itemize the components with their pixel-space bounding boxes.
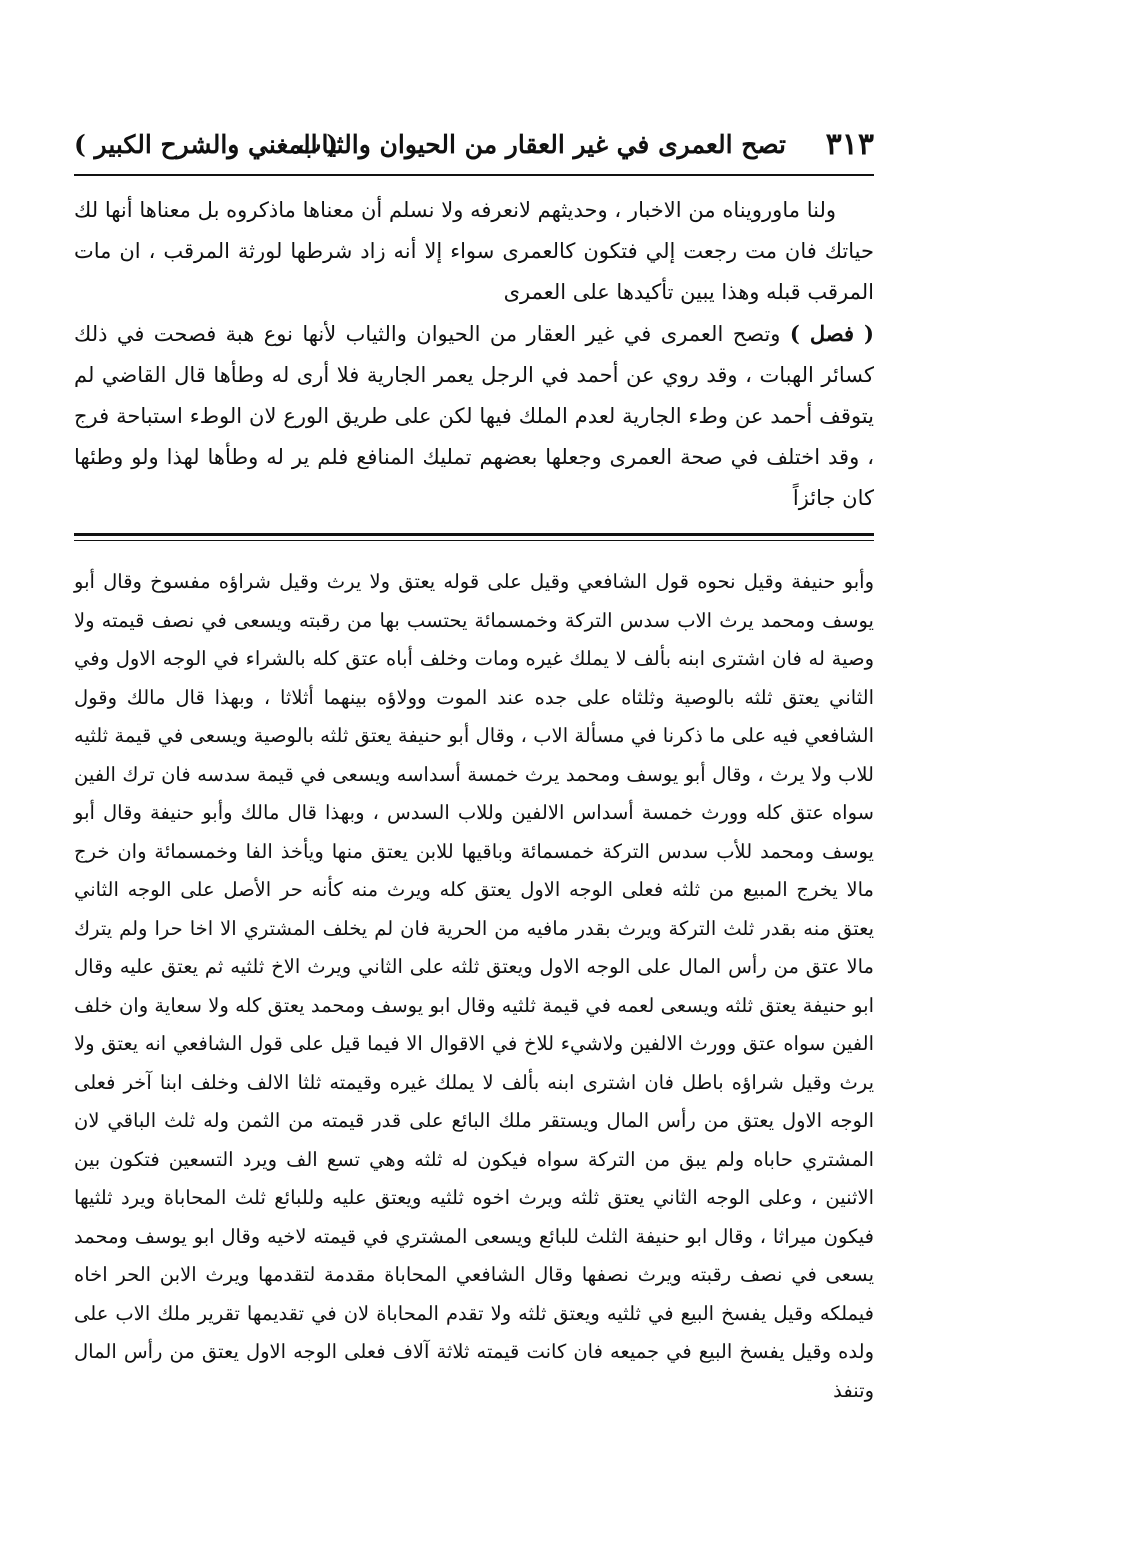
book-title: ( المغني والشرح الكبير ) [74,130,339,159]
main-text [74,190,874,519]
fasl-paragraph [74,313,874,519]
running-head [74,118,874,172]
page-number: ٣١٣ [825,127,874,162]
header-rule [74,174,874,176]
main-paragraph: ولنا ماورويناه من الاخبار ، وحديثهم لانعرفه ولا نسلم أن معناها ماذكروه بل معناها أنها لك حياتك فان مت رجعت إلي فتكون كالعمرى سواء إلا أنه زاد شرطها لورثة المرقب ، ان مات المرقب قبله وهذا يبين تأكيدها على العمرى [74,198,874,304]
section-title: تصح العمرى في غير العقار من الحيوان والثياب [297,130,786,159]
book-page [74,118,874,1410]
fasl-text: وتصح العمرى في غير العقار من الحيوان والثياب لأنها نوع هبة فصحت في ذلك كسائر الهبات ، وقد روي عن أحمد في الرجل يعمر الجارية فلا أرى له وطأها قال القاضي لم يتوقف أحمد عن وطء الجارية لعدم الملك فيها لكن على طريق الورع لان الوطء استباحة فرج ، وقد اختلف في صحة العمرى وجعلها بعضهم تمليك المنافع فلم ير له وطأها لهذا ولو وطئها كان جائزاً [74,322,874,510]
fasl-label: ( فصل ) [789,321,874,346]
commentary-paragraph: وأبو حنيفة وقيل نحوه قول الشافعي وقيل على قوله يعتق ولا يرث وقيل شراؤه مفسوخ وقال أبو يوسف ومحمد يرث الاب سدس التركة وخمسمائة يحتسب بها من رقبته ويسعى في نصف قيمته ولا وصية له فان اشترى ابنه بألف لا يملك غيره ومات وخلف أباه عتق كله بالشراء في الوجه الاول وفي الثاني يعتق ثلثه بالوصية وثلثاه على جده عند الموت وولاؤه بينهما أثلاثا ، وبهذا قال مالك وقول الشافعي فيه على ما ذكرنا في مسألة الاب ، وقال أبو حنيفة يعتق ثلثه بالوصية ويسعى في قيمة ثلثيه للاب ولا يرث ، وقال أبو يوسف ومحمد يرث خمسة أسداسه ويسعى في قيمة سدسه فان ترك الفين سواه عتق كله وورث خمسة أسداس الالفين وللاب السدس ، وبهذا قال مالك وأبو حنيفة وقال أبو يوسف ومحمد للأب سدس التركة خمسمائة وباقيها للابن يعتق منها ويأخذ الفا وخمسمائة وان خرج مالا يخرج المبيع من ثلثه فعلى الوجه الاول يعتق كله ويرث منه كأنه حر الأصل على الوجه الثاني يعتق منه بقدر ثلث التركة ويرث بقدر مافيه من الحرية فان لم يخلف المشتري الا اخا حرا ولم يترك مالا عتق من رأس المال على الوجه الاول ويعتق ثلثه على الثاني ويرث الاخ ثلثيه ثم يعتق عليه وقال ابو حنيفة يعتق ثلثه ويسعى لعمه في قيمة ثلثيه وقال ابو يوسف ومحمد يعتق كله ولا سعاية وان خلف الفين سواه عتق وورث الالفين ولاشيء للاخ في الاقوال الا فيما قيل على قول الشافعي انه يعتق ولا يرث وقيل شراؤه باطل فان اشترى ابنه بألف لا يملك غيره وقيمته ثلثا الالف وخلف ابنا آخر فعلى الوجه الاول يعتق من رأس المال ويستقر ملك البائع على قدر قيمته من الثمن وله ثلث الباقي لان المشتري حاباه ولم يبق من التركة سواه فيكون له ثلثه وهي تسع الف ويرد التسعين فتكون بين الاثنين ، وعلى الوجه الثاني يعتق ثلثه ويرث اخوه ثلثيه ويعتق عليه وللبائع ثلث المحاباة ويرد ثلثيها فيكون ميراثا ، وقال ابو حنيفة الثلث للبائع ويسعى المشتري في قيمته لاخيه وقال ابو يوسف ومحمد يسعى في نصف رقبته ويرث نصفها وقال الشافعي المحاباة مقدمة لتقدمها ويرث الابن الحر اخاه فيملكه وقيل يفسخ البيع في ثلثيه ويعتق ثلثه ولا تقدم المحاباة لان في تقديمها تقرير ملك الاب على ولده وقيل يفسخ البيع في جميعه فان كانت قيمته ثلاثة آلاف فعلى الوجه الاول يعتق من رأس المال وتنفذ [74,570,874,1402]
commentary-text [74,563,874,1410]
section-divider [74,533,874,541]
